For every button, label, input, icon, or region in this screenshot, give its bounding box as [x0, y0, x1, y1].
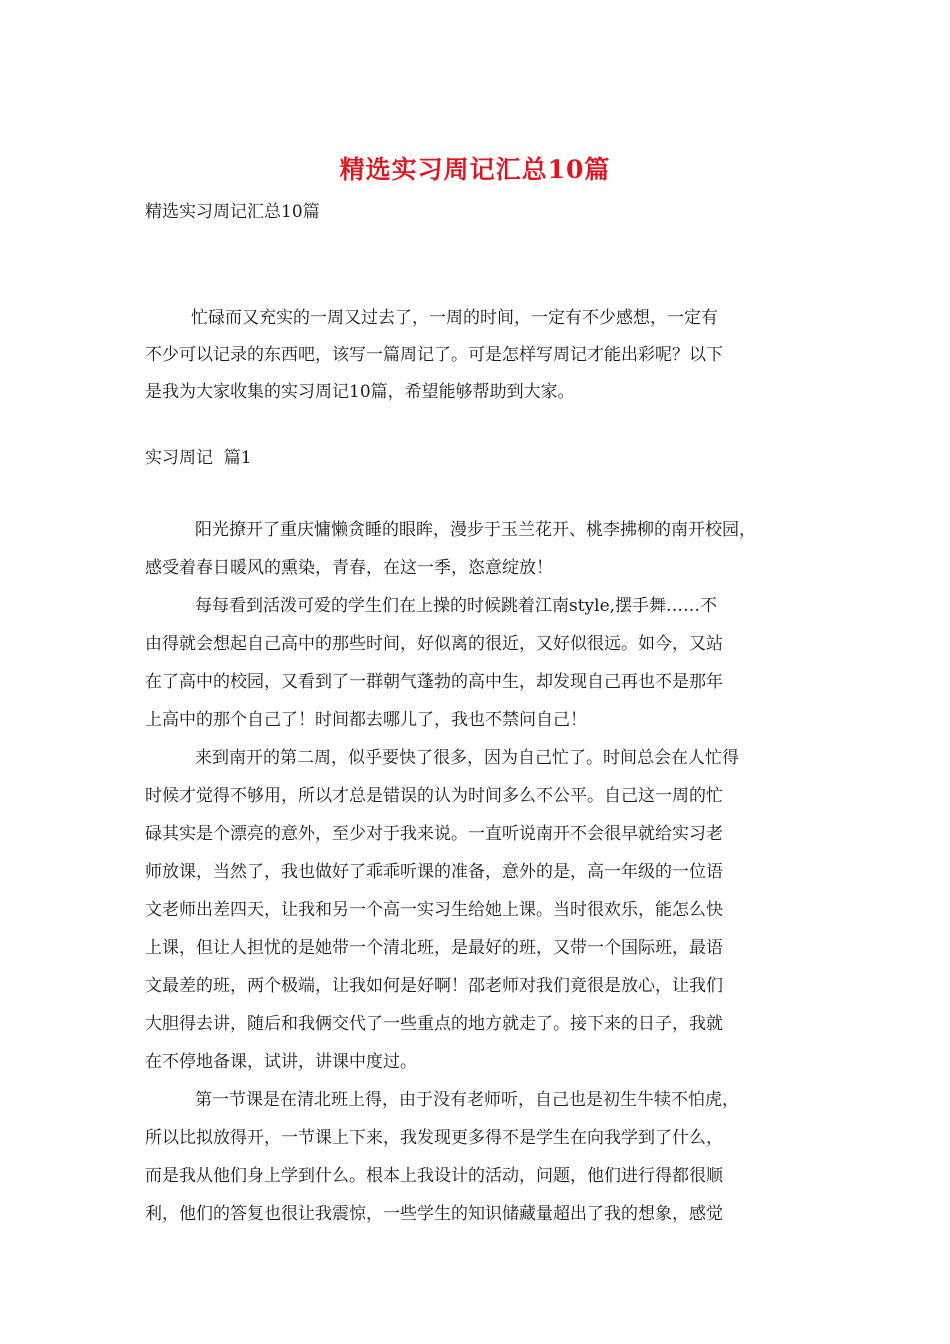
intro-line: 不少可以记录的东西吧，该写一篇周记了。可是怎样写周记才能出彩呢？以下	[145, 345, 723, 365]
body-line: 在不停地备课，试讲，讲课中度过。	[145, 1052, 417, 1072]
body-line: 来到南开的第二周，似乎要快了很多，因为自己忙了。时间总会在人忙得	[195, 748, 739, 768]
body-line: 时候才觉得不够用，所以才总是错误的认为时间多么不公平。自己这一周的忙	[145, 786, 723, 806]
body-line: 上高中的那个自己了！时间都去哪儿了，我也不禁问自己！	[145, 710, 587, 730]
body-line: 大胆得去讲，随后和我俩交代了一些重点的地方就走了。接下来的日子，我就	[145, 1014, 723, 1034]
intro-line: 忙碌而又充实的一周又过去了，一周的时间，一定有不少感想，一定有	[191, 308, 718, 328]
body-text	[145, 511, 835, 1233]
body-line: 碌其实是个漂亮的意外，至少对于我来说。一直听说南开不会很早就给实习老	[145, 824, 723, 844]
body-line: 利，他们的答复也很让我震惊，一些学生的知识储藏量超出了我的想象，感觉	[145, 1204, 723, 1224]
body-line: 第一节课是在清北班上得，由于没有老师听，自己也是初生牛犊不怕虎，	[195, 1090, 739, 1110]
intro-paragraph	[145, 300, 805, 411]
body-line: 文最差的班，两个极端，让我如何是好啊！邵老师对我们竟很是放心，让我们	[145, 976, 723, 996]
body-line: 上课，但让人担忧的是她带一个清北班，是最好的班，又带一个国际班，最语	[145, 938, 723, 958]
body-line: 每每看到活泼可爱的学生们在上操的时候跳着江南style,摆手舞……不	[195, 596, 718, 616]
document-subtitle: 精选实习周记汇总10篇	[145, 202, 320, 222]
body-line: 而是我从他们身上学到什么。根本上我设计的活动，问题，他们进行得都很顺	[145, 1166, 723, 1186]
body-line: 阳光撩开了重庆慵懒贪睡的眼眸，漫步于玉兰花开、桃李拂柳的南开校园，	[195, 520, 756, 540]
section-heading: 实习周记 篇1	[145, 448, 252, 468]
intro-line: 是我为大家收集的实习周记10篇，希望能够帮助到大家。	[145, 382, 575, 402]
body-line: 师放课，当然了，我也做好了乖乖听课的准备，意外的是，高一年级的一位语	[145, 862, 723, 882]
body-line: 由得就会想起自己高中的那些时间，好似离的很近，又好似很远。如今，又站	[145, 634, 723, 654]
body-line: 在了高中的校园，又看到了一群朝气蓬勃的高中生，却发现自己再也不是那年	[145, 672, 723, 692]
body-line: 文老师出差四天，让我和另一个高一实习生给她上课。当时很欢乐，能怎么快	[145, 900, 723, 920]
document-title: 精选实习周记汇总10篇	[339, 155, 611, 184]
body-line: 所以比拟放得开，一节课上下来，我发现更多得不是学生在向我学到了什么，	[145, 1128, 723, 1148]
body-line: 感受着春日暖风的熏染，青春，在这一季，恣意绽放！	[145, 558, 553, 578]
